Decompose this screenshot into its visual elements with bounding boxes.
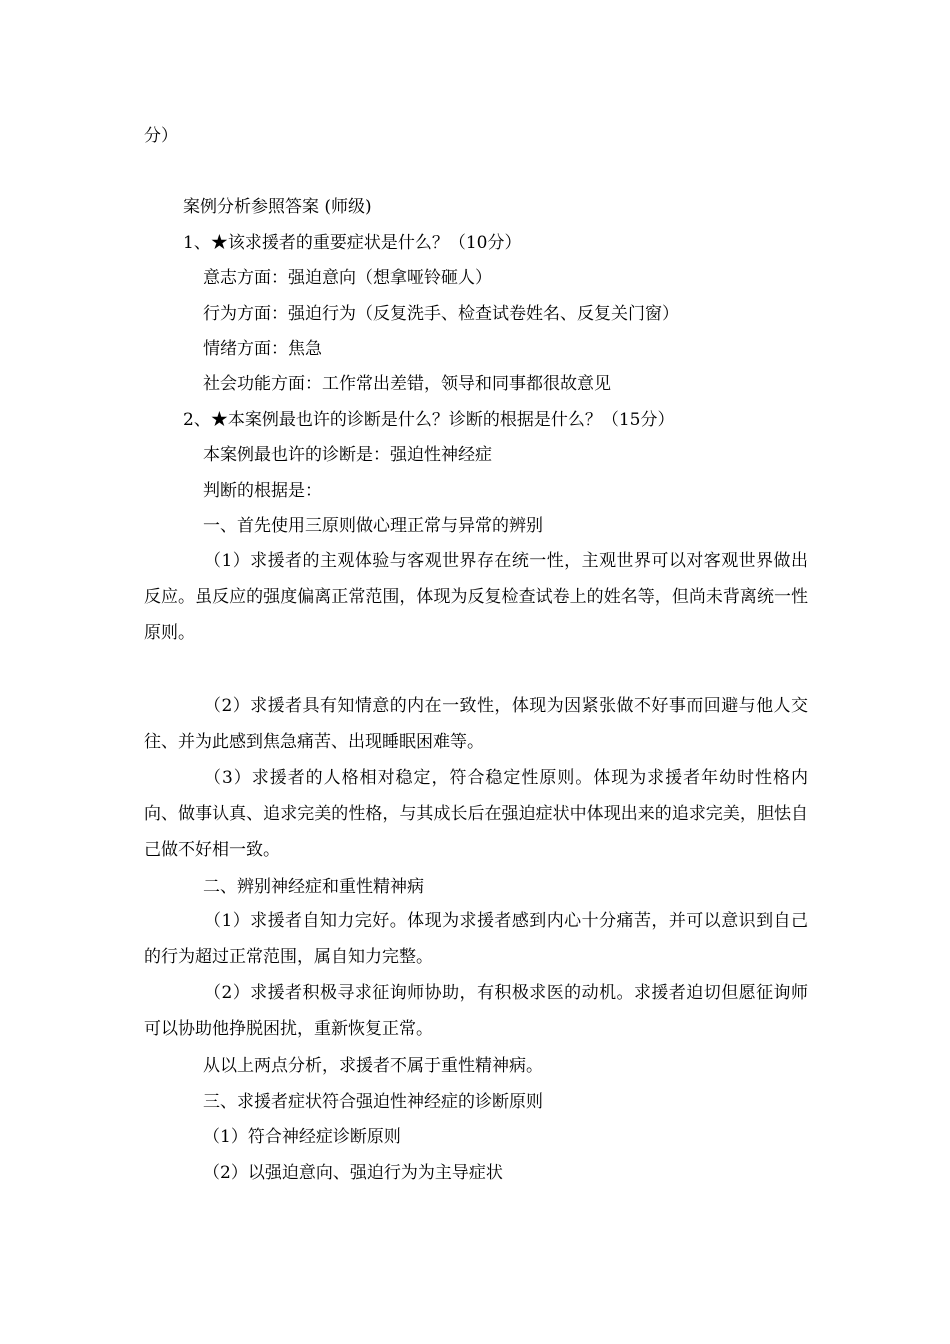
q2-diagnosis: 本案例最也许的诊断是：强迫性神经症 xyxy=(203,445,492,465)
section-1-paragraph-1: （1）求援者的主观体验与客观世界存在统一性，主观世界可以对客观世界做出反应。虽反应的强度偏离正常范围，体现为反复检查试卷上的姓名等，但尚未背离统一性原则。 xyxy=(144,551,808,643)
section-2-conclusion: 从以上两点分析，求援者不属于重性精神病。 xyxy=(203,1056,543,1076)
section-1-paragraph-3: （3）求援者的人格相对稳定，符合稳定性原则。体现为求援者年幼时性格内向、做事认真、追求完美的性格，与其成长后在强迫症状中体现出来的追求完美，胆怯自己做不好相一致。 xyxy=(144,768,808,860)
section-1-paragraph-2: （2）求援者具有知情意的内在一致性，体现为因紧张做不好事而回避与他人交往、并为此感到焦急痛苦、出现睡眠困难等。 xyxy=(144,696,808,752)
section-1-heading: 一、首先使用三原则做心理正常与异常的辨别 xyxy=(203,516,543,536)
section-3-item-1: （1）符合神经症诊断原则 xyxy=(203,1127,401,1147)
section-2-paragraph-2: （2）求援者积极寻求征询师协助，有积极求医的动机。求援者迫切但愿征询师可以协助他挣脱困扰，重新恢复正常。 xyxy=(144,983,808,1039)
section-2-paragraph-1: （1）求援者自知力完好。体现为求援者感到内心十分痛苦，并可以意识到自己的行为超过正常范围，属自知力完整。 xyxy=(144,911,808,967)
section-3-item-2: （2）以强迫意向、强迫行为为主导症状 xyxy=(203,1163,503,1183)
page-title: 案例分析参照答案 (师级) xyxy=(183,197,372,217)
section-2-heading: 二、辨别神经症和重性精神病 xyxy=(203,877,424,897)
q1-behavior-aspect: 行为方面：强迫行为（反复洗手、检查试卷姓名、反复关门窗） xyxy=(203,304,679,324)
question-2-heading: 2、★本案例最也许的诊断是什么？诊断的根据是什么？（15分） xyxy=(183,410,675,430)
q2-basis-label: 判断的根据是： xyxy=(203,481,322,501)
question-1-heading: 1、★该求援者的重要症状是什么？（10分） xyxy=(183,233,522,253)
q1-social-aspect: 社会功能方面：工作常出差错，领导和同事都很故意见 xyxy=(203,374,611,394)
top-fragment: 分） xyxy=(144,126,178,146)
q1-emotion-aspect: 情绪方面：焦急 xyxy=(203,339,322,359)
q1-will-aspect: 意志方面：强迫意向（想拿哑铃砸人） xyxy=(203,268,492,288)
section-3-heading: 三、求援者症状符合强迫性神经症的诊断原则 xyxy=(203,1092,543,1112)
